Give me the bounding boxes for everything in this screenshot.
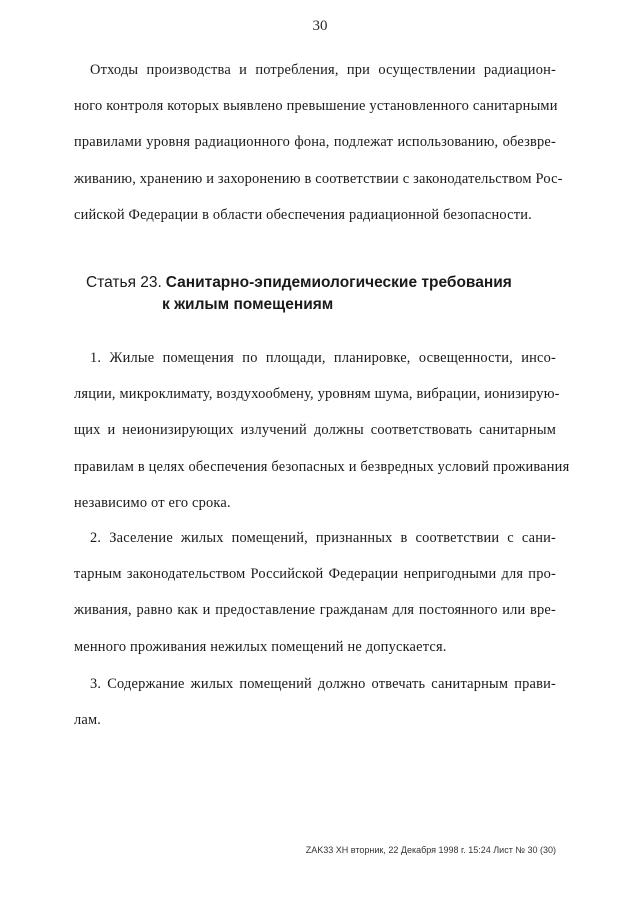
intro-paragraph [74,52,563,233]
text-line: 1. Жилые помещения по площади, планировке, освещенности, инсо- [90,350,556,366]
text-line: Отходы производства и потребления, при осуществлении радиацион- [90,62,556,78]
text-line: лам. [74,712,102,729]
paragraph-2 [74,520,556,665]
article-number: Статья 23. [86,274,162,291]
paragraph-3 [74,666,556,738]
text-line: сийской Федерации в области обеспечения радиационной безопасности. [74,206,532,223]
text-line: живания, равно как и предоставление гражданам для постоянного или вре- [74,602,556,619]
page-footer: ZAK33 XH вторник, 22 Декабря 1998 г. 15:24 Лист № 30 (30) [305,845,556,855]
article-title-line2: к жилым помещениям [162,296,334,313]
article-title-line1: Санитарно-эпидемиологические требования [165,274,512,291]
paragraph-1 [74,340,570,521]
text-line: правилам в целях обеспечения безопасных и безвредных условий проживания [74,458,570,475]
text-line: щих и неионизирующих излучений должны соответствовать санитарным [74,422,556,439]
text-line: тарным законодательством Российской Федерации непригодными для про- [74,566,556,583]
text-line: живанию, хранению и захоронению в соответствии с законодательством Рос- [74,170,563,187]
text-line: 3. Содержание жилых помещений должно отвечать санитарным прави- [90,676,556,692]
text-line: ляции, микроклимату, воздухообмену, уровням шума, вибрации, ионизирую- [74,386,560,403]
page-number: 30 [312,18,328,34]
text-line: правилами уровня радиационного фона, подлежат использованию, обезвре- [74,134,556,151]
text-line: независимо от его срока. [74,494,231,511]
text-line: 2. Заселение жилых помещений, признанных в соответствии с сани- [90,530,556,546]
text-line: ного контроля которых выявлено превышение установленного санитарными [74,98,558,115]
article-heading [86,272,512,316]
text-line: менного проживания нежилых помещений не допускается. [74,638,447,655]
